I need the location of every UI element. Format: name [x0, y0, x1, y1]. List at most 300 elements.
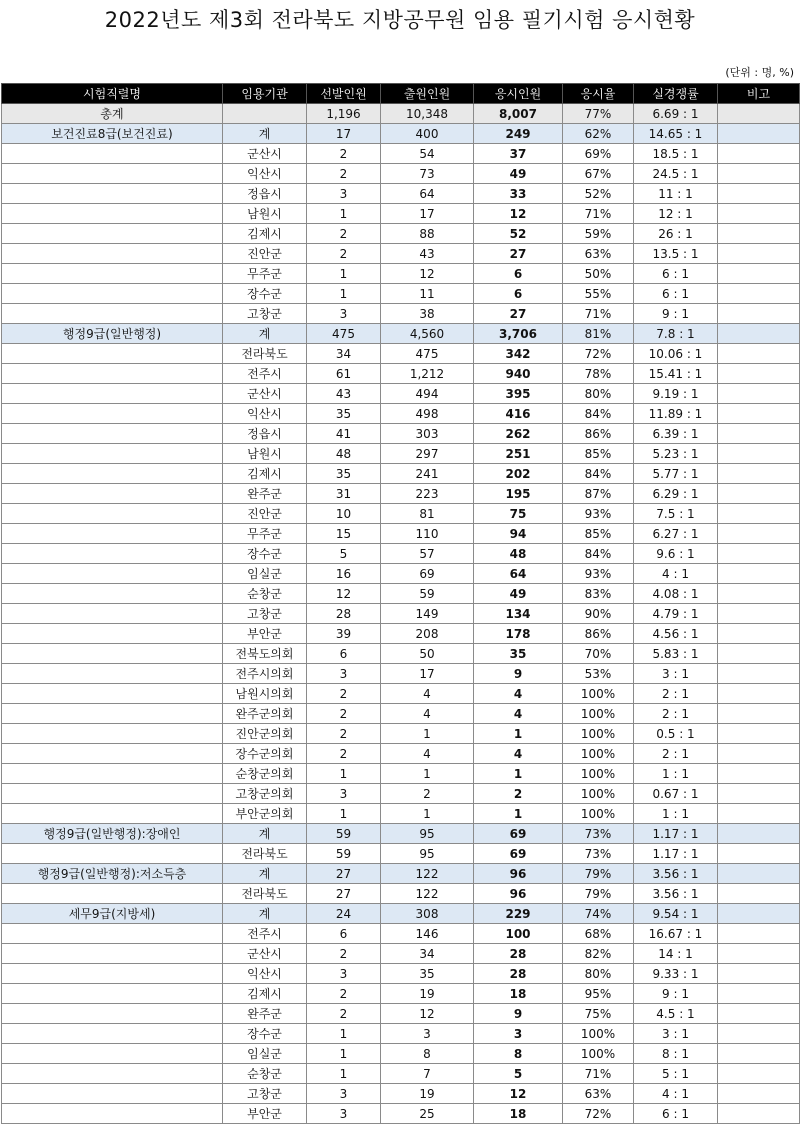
cell-competition-ratio: 15.41 : 1: [634, 364, 718, 384]
cell-examinees: 1: [474, 804, 563, 824]
cell-selected: 39: [307, 624, 381, 644]
table-row: [2, 1044, 800, 1064]
table-row: [2, 844, 800, 864]
cell-applicants: 110: [381, 524, 474, 544]
cell-agency: 전북도의회: [223, 644, 307, 664]
cell-exam-series: [2, 564, 223, 584]
cell-examinees: 6: [474, 264, 563, 284]
cell-competition-ratio: 1 : 1: [634, 764, 718, 784]
cell-selected: 35: [307, 464, 381, 484]
table-row: [2, 584, 800, 604]
cell-attendance-rate: 93%: [563, 564, 634, 584]
cell-attendance-rate: 93%: [563, 504, 634, 524]
cell-attendance-rate: 100%: [563, 784, 634, 804]
cell-competition-ratio: 5.83 : 1: [634, 644, 718, 664]
cell-selected: 6: [307, 924, 381, 944]
cell-competition-ratio: 0.5 : 1: [634, 724, 718, 744]
cell-exam-series: [2, 384, 223, 404]
cell-remarks: [718, 324, 800, 344]
cell-selected: 15: [307, 524, 381, 544]
cell-examinees: 8,007: [474, 104, 563, 124]
cell-selected: 1: [307, 204, 381, 224]
cell-applicants: 2: [381, 784, 474, 804]
cell-competition-ratio: 6.39 : 1: [634, 424, 718, 444]
cell-attendance-rate: 81%: [563, 324, 634, 344]
cell-competition-ratio: 4.56 : 1: [634, 624, 718, 644]
cell-selected: 2: [307, 724, 381, 744]
cell-competition-ratio: 6 : 1: [634, 264, 718, 284]
cell-applicants: 17: [381, 204, 474, 224]
cell-selected: 1: [307, 1064, 381, 1084]
cell-selected: 24: [307, 904, 381, 924]
cell-exam-series: [2, 1024, 223, 1044]
cell-exam-series: [2, 404, 223, 424]
cell-selected: 27: [307, 864, 381, 884]
cell-examinees: 28: [474, 944, 563, 964]
cell-remarks: [718, 1084, 800, 1104]
cell-exam-series: [2, 544, 223, 564]
cell-exam-series: [2, 504, 223, 524]
cell-exam-series: [2, 584, 223, 604]
cell-competition-ratio: 9.33 : 1: [634, 964, 718, 984]
cell-agency: 군산시: [223, 144, 307, 164]
cell-attendance-rate: 100%: [563, 1024, 634, 1044]
cell-selected: 2: [307, 224, 381, 244]
cell-remarks: [718, 744, 800, 764]
cell-exam-series: [2, 1064, 223, 1084]
cell-agency: 진안군의회: [223, 724, 307, 744]
cell-attendance-rate: 80%: [563, 384, 634, 404]
cell-remarks: [718, 644, 800, 664]
table-row: [2, 644, 800, 664]
cell-remarks: [718, 804, 800, 824]
cell-attendance-rate: 100%: [563, 744, 634, 764]
cell-remarks: [718, 464, 800, 484]
cell-agency: 장수군: [223, 1024, 307, 1044]
cell-agency: [223, 104, 307, 124]
cell-examinees: 96: [474, 884, 563, 904]
cell-agency: 부안군: [223, 1104, 307, 1124]
cell-applicants: 50: [381, 644, 474, 664]
cell-remarks: [718, 224, 800, 244]
cell-exam-series: [2, 664, 223, 684]
table-row: [2, 524, 800, 544]
page-title: 2022년도 제3회 전라북도 지방공무원 임용 필기시험 응시현황: [104, 8, 696, 32]
cell-applicants: 95: [381, 844, 474, 864]
cell-agency: 계: [223, 864, 307, 884]
cell-attendance-rate: 55%: [563, 284, 634, 304]
cell-remarks: [718, 584, 800, 604]
cell-examinees: 9: [474, 1004, 563, 1024]
cell-attendance-rate: 100%: [563, 804, 634, 824]
cell-agency: 진안군: [223, 504, 307, 524]
table-row: [2, 244, 800, 264]
cell-examinees: 18: [474, 1104, 563, 1124]
cell-applicants: 8: [381, 1044, 474, 1064]
cell-competition-ratio: 13.5 : 1: [634, 244, 718, 264]
cell-agency: 순창군의회: [223, 764, 307, 784]
group-row: [2, 904, 800, 924]
cell-attendance-rate: 53%: [563, 664, 634, 684]
cell-competition-ratio: 6 : 1: [634, 1104, 718, 1124]
cell-exam-series: [2, 964, 223, 984]
table-row: [2, 1064, 800, 1084]
cell-exam-series: [2, 644, 223, 664]
table-row: [2, 384, 800, 404]
cell-applicants: 208: [381, 624, 474, 644]
cell-remarks: [718, 864, 800, 884]
cell-attendance-rate: 83%: [563, 584, 634, 604]
cell-remarks: [718, 264, 800, 284]
cell-selected: 1: [307, 804, 381, 824]
cell-examinees: 8: [474, 1044, 563, 1064]
cell-exam-series: [2, 724, 223, 744]
table-row: [2, 744, 800, 764]
cell-examinees: 3: [474, 1024, 563, 1044]
cell-competition-ratio: 7.5 : 1: [634, 504, 718, 524]
cell-remarks: [718, 284, 800, 304]
cell-selected: 2: [307, 684, 381, 704]
table-row: [2, 804, 800, 824]
cell-agency: 부안군의회: [223, 804, 307, 824]
cell-remarks: [718, 184, 800, 204]
cell-exam-series: [2, 424, 223, 444]
cell-applicants: 19: [381, 984, 474, 1004]
cell-remarks: [718, 824, 800, 844]
cell-competition-ratio: 4 : 1: [634, 564, 718, 584]
cell-attendance-rate: 75%: [563, 1004, 634, 1024]
cell-agency: 장수군의회: [223, 744, 307, 764]
cell-competition-ratio: 5.77 : 1: [634, 464, 718, 484]
cell-exam-series: 총계: [2, 104, 223, 124]
cell-examinees: 69: [474, 844, 563, 864]
cell-attendance-rate: 95%: [563, 984, 634, 1004]
cell-agency: 전주시: [223, 364, 307, 384]
cell-applicants: 400: [381, 124, 474, 144]
header-applicants: 출원인원: [381, 84, 474, 104]
cell-agency: 전주시의회: [223, 664, 307, 684]
table-row: [2, 364, 800, 384]
cell-competition-ratio: 1.17 : 1: [634, 824, 718, 844]
cell-examinees: 49: [474, 584, 563, 604]
cell-applicants: 146: [381, 924, 474, 944]
cell-examinees: 100: [474, 924, 563, 944]
cell-examinees: 1: [474, 724, 563, 744]
cell-remarks: [718, 164, 800, 184]
table-row: [2, 184, 800, 204]
cell-examinees: 395: [474, 384, 563, 404]
table-row: [2, 264, 800, 284]
cell-remarks: [718, 504, 800, 524]
cell-applicants: 38: [381, 304, 474, 324]
cell-agency: 고창군: [223, 304, 307, 324]
cell-competition-ratio: 8 : 1: [634, 1044, 718, 1064]
cell-applicants: 1: [381, 764, 474, 784]
cell-examinees: 28: [474, 964, 563, 984]
header-attendance-rate: 응시율: [563, 84, 634, 104]
cell-selected: 3: [307, 184, 381, 204]
cell-exam-series: [2, 144, 223, 164]
cell-agency: 김제시: [223, 464, 307, 484]
cell-selected: 27: [307, 884, 381, 904]
cell-agency: 계: [223, 904, 307, 924]
cell-exam-series: [2, 244, 223, 264]
cell-agency: 전주시: [223, 924, 307, 944]
cell-examinees: 33: [474, 184, 563, 204]
group-row: [2, 324, 800, 344]
unit-note: (단위 : 명, %): [725, 66, 794, 79]
cell-applicants: 57: [381, 544, 474, 564]
cell-examinees: 4: [474, 704, 563, 724]
cell-competition-ratio: 9.6 : 1: [634, 544, 718, 564]
cell-agency: 계: [223, 824, 307, 844]
cell-agency: 익산시: [223, 404, 307, 424]
cell-applicants: 122: [381, 884, 474, 904]
cell-examinees: 69: [474, 824, 563, 844]
cell-exam-series: [2, 524, 223, 544]
cell-competition-ratio: 14.65 : 1: [634, 124, 718, 144]
cell-selected: 10: [307, 504, 381, 524]
cell-agency: 고창군: [223, 1084, 307, 1104]
cell-selected: 3: [307, 664, 381, 684]
cell-applicants: 12: [381, 264, 474, 284]
table-row: [2, 464, 800, 484]
cell-examinees: 202: [474, 464, 563, 484]
cell-exam-series: [2, 844, 223, 864]
cell-selected: 2: [307, 244, 381, 264]
table-row: [2, 684, 800, 704]
table-row: [2, 164, 800, 184]
cell-agency: 순창군: [223, 1064, 307, 1084]
cell-remarks: [718, 564, 800, 584]
group-row: [2, 824, 800, 844]
cell-attendance-rate: 100%: [563, 724, 634, 744]
cell-selected: 1: [307, 1024, 381, 1044]
cell-remarks: [718, 1024, 800, 1044]
cell-attendance-rate: 100%: [563, 704, 634, 724]
cell-selected: 2: [307, 944, 381, 964]
cell-exam-series: [2, 624, 223, 644]
table-row: [2, 504, 800, 524]
table-row: [2, 704, 800, 724]
cell-applicants: 25: [381, 1104, 474, 1124]
cell-applicants: 64: [381, 184, 474, 204]
cell-applicants: 498: [381, 404, 474, 424]
cell-remarks: [718, 344, 800, 364]
cell-agency: 김제시: [223, 224, 307, 244]
cell-examinees: 9: [474, 664, 563, 684]
cell-attendance-rate: 67%: [563, 164, 634, 184]
cell-applicants: 241: [381, 464, 474, 484]
cell-competition-ratio: 2 : 1: [634, 704, 718, 724]
cell-remarks: [718, 1004, 800, 1024]
cell-attendance-rate: 63%: [563, 1084, 634, 1104]
cell-examinees: 229: [474, 904, 563, 924]
cell-exam-series: [2, 604, 223, 624]
cell-agency: 완주군: [223, 1004, 307, 1024]
cell-agency: 무주군: [223, 264, 307, 284]
cell-attendance-rate: 90%: [563, 604, 634, 624]
cell-remarks: [718, 544, 800, 564]
cell-competition-ratio: 6.27 : 1: [634, 524, 718, 544]
cell-agency: 계: [223, 324, 307, 344]
cell-competition-ratio: 6.69 : 1: [634, 104, 718, 124]
cell-applicants: 10,348: [381, 104, 474, 124]
cell-agency: 진안군: [223, 244, 307, 264]
cell-applicants: 34: [381, 944, 474, 964]
cell-attendance-rate: 100%: [563, 1044, 634, 1064]
cell-selected: 2: [307, 1004, 381, 1024]
cell-applicants: 297: [381, 444, 474, 464]
cell-remarks: [718, 924, 800, 944]
cell-attendance-rate: 100%: [563, 684, 634, 704]
cell-competition-ratio: 4.08 : 1: [634, 584, 718, 604]
cell-attendance-rate: 84%: [563, 464, 634, 484]
cell-exam-series: [2, 1004, 223, 1024]
cell-applicants: 12: [381, 1004, 474, 1024]
cell-remarks: [718, 484, 800, 504]
cell-competition-ratio: 4 : 1: [634, 1084, 718, 1104]
cell-applicants: 3: [381, 1024, 474, 1044]
cell-agency: 남원시: [223, 204, 307, 224]
cell-applicants: 4,560: [381, 324, 474, 344]
cell-remarks: [718, 384, 800, 404]
cell-remarks: [718, 984, 800, 1004]
cell-attendance-rate: 69%: [563, 144, 634, 164]
cell-agency: 전라북도: [223, 884, 307, 904]
cell-agency: 장수군: [223, 284, 307, 304]
cell-selected: 17: [307, 124, 381, 144]
cell-exam-series: [2, 884, 223, 904]
cell-attendance-rate: 80%: [563, 964, 634, 984]
cell-remarks: [718, 944, 800, 964]
cell-applicants: 223: [381, 484, 474, 504]
cell-competition-ratio: 10.06 : 1: [634, 344, 718, 364]
cell-agency: 전라북도: [223, 344, 307, 364]
cell-selected: 5: [307, 544, 381, 564]
cell-examinees: 4: [474, 744, 563, 764]
cell-attendance-rate: 77%: [563, 104, 634, 124]
cell-examinees: 134: [474, 604, 563, 624]
cell-attendance-rate: 74%: [563, 904, 634, 924]
cell-applicants: 303: [381, 424, 474, 444]
cell-selected: 16: [307, 564, 381, 584]
cell-attendance-rate: 62%: [563, 124, 634, 144]
cell-exam-series: [2, 764, 223, 784]
cell-examinees: 35: [474, 644, 563, 664]
cell-selected: 59: [307, 824, 381, 844]
table-row: [2, 664, 800, 684]
cell-exam-series: [2, 344, 223, 364]
cell-attendance-rate: 68%: [563, 924, 634, 944]
cell-competition-ratio: 9 : 1: [634, 984, 718, 1004]
cell-competition-ratio: 9.54 : 1: [634, 904, 718, 924]
cell-attendance-rate: 73%: [563, 844, 634, 864]
table-row: [2, 944, 800, 964]
header-remarks: 비고: [718, 84, 800, 104]
cell-exam-series: [2, 704, 223, 724]
table-body: [2, 104, 800, 1124]
cell-selected: 61: [307, 364, 381, 384]
cell-remarks: [718, 444, 800, 464]
cell-applicants: 19: [381, 1084, 474, 1104]
cell-selected: 35: [307, 404, 381, 424]
cell-attendance-rate: 87%: [563, 484, 634, 504]
cell-competition-ratio: 3.56 : 1: [634, 864, 718, 884]
cell-exam-series: 행정9급(일반행정): [2, 324, 223, 344]
cell-applicants: 1: [381, 804, 474, 824]
cell-examinees: 262: [474, 424, 563, 444]
cell-exam-series: [2, 184, 223, 204]
cell-agency: 정읍시: [223, 424, 307, 444]
cell-examinees: 94: [474, 524, 563, 544]
cell-selected: 1: [307, 284, 381, 304]
cell-agency: 무주군: [223, 524, 307, 544]
cell-remarks: [718, 524, 800, 544]
cell-exam-series: [2, 784, 223, 804]
cell-attendance-rate: 72%: [563, 1104, 634, 1124]
cell-remarks: [718, 784, 800, 804]
cell-exam-series: [2, 1084, 223, 1104]
cell-attendance-rate: 63%: [563, 244, 634, 264]
table-row: [2, 404, 800, 424]
cell-remarks: [718, 364, 800, 384]
cell-agency: 완주군: [223, 484, 307, 504]
cell-competition-ratio: 1 : 1: [634, 804, 718, 824]
cell-competition-ratio: 16.67 : 1: [634, 924, 718, 944]
cell-selected: 2: [307, 144, 381, 164]
table-row: [2, 1104, 800, 1124]
cell-applicants: 69: [381, 564, 474, 584]
table-row: [2, 624, 800, 644]
cell-selected: 59: [307, 844, 381, 864]
cell-exam-series: [2, 164, 223, 184]
table-row: [2, 484, 800, 504]
cell-competition-ratio: 3 : 1: [634, 1024, 718, 1044]
cell-applicants: 4: [381, 744, 474, 764]
cell-selected: 3: [307, 1084, 381, 1104]
cell-attendance-rate: 86%: [563, 624, 634, 644]
table-row: [2, 724, 800, 744]
cell-attendance-rate: 79%: [563, 864, 634, 884]
cell-remarks: [718, 964, 800, 984]
cell-applicants: 4: [381, 704, 474, 724]
cell-attendance-rate: 78%: [563, 364, 634, 384]
cell-examinees: 49: [474, 164, 563, 184]
table-row: [2, 544, 800, 564]
cell-exam-series: [2, 684, 223, 704]
cell-remarks: [718, 1044, 800, 1064]
cell-applicants: 17: [381, 664, 474, 684]
cell-examinees: 1: [474, 764, 563, 784]
cell-exam-series: [2, 204, 223, 224]
cell-remarks: [718, 144, 800, 164]
cell-examinees: 342: [474, 344, 563, 364]
cell-applicants: 88: [381, 224, 474, 244]
cell-exam-series: [2, 264, 223, 284]
cell-agency: 고창군의회: [223, 784, 307, 804]
cell-examinees: 5: [474, 1064, 563, 1084]
cell-attendance-rate: 79%: [563, 884, 634, 904]
cell-selected: 3: [307, 1104, 381, 1124]
cell-exam-series: [2, 924, 223, 944]
group-row: [2, 864, 800, 884]
cell-attendance-rate: 70%: [563, 644, 634, 664]
table-row: [2, 144, 800, 164]
cell-examinees: 2: [474, 784, 563, 804]
cell-competition-ratio: 26 : 1: [634, 224, 718, 244]
header-selected: 선발인원: [307, 84, 381, 104]
